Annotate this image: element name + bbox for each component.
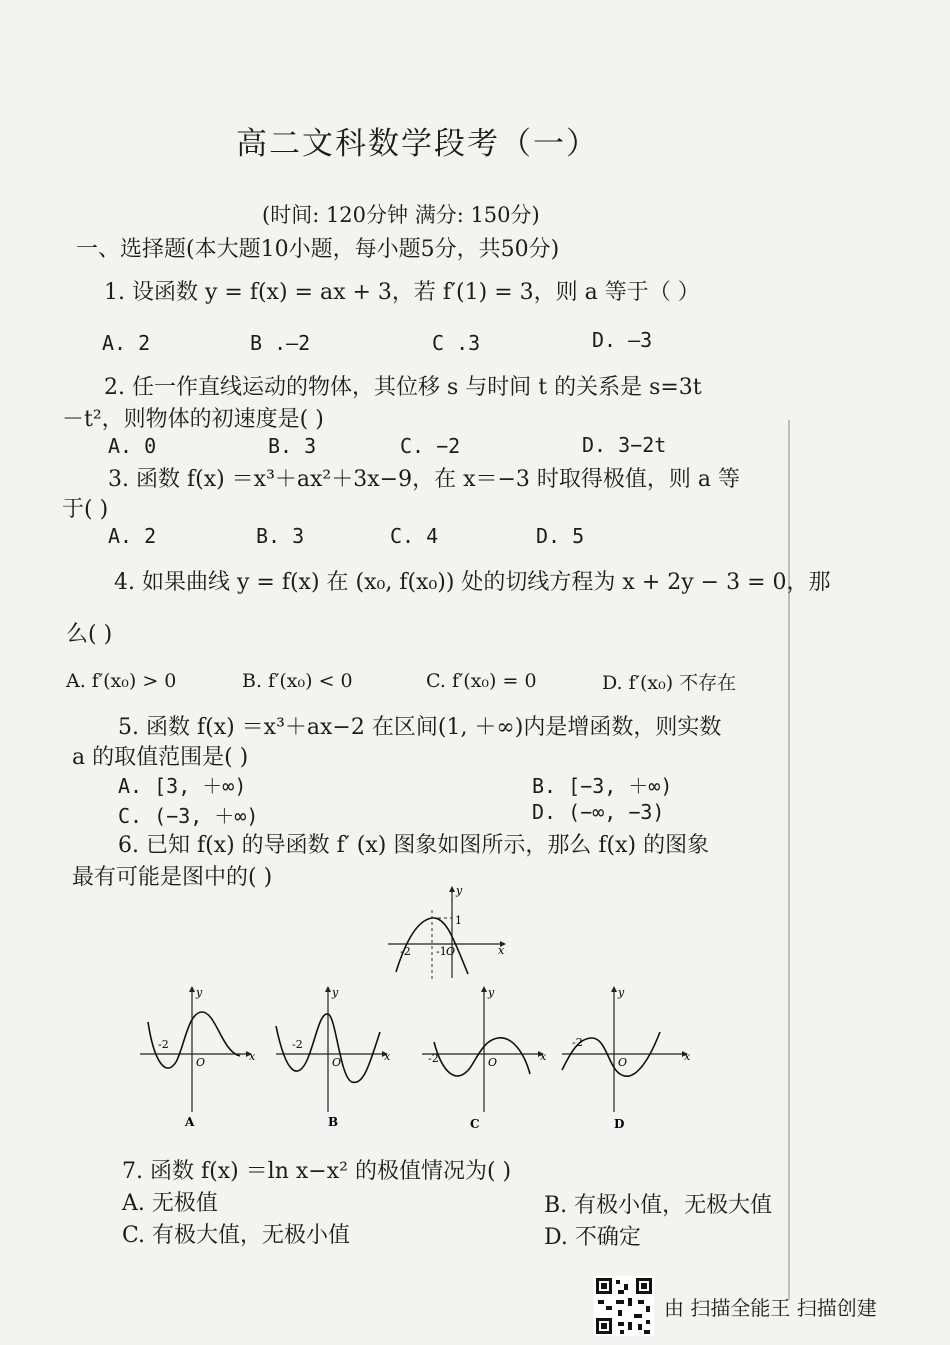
label-one: 1 (455, 914, 462, 927)
svg-text:-2: -2 (158, 1038, 169, 1051)
option-letter-c: C (470, 1117, 480, 1131)
q5-option-a: A. [3, ＋∞) (118, 774, 247, 798)
svg-text:y: y (488, 986, 495, 999)
q2-line2: －t²，则物体的初速度是( ) (62, 407, 324, 432)
q3-line2: 于( ) (62, 497, 109, 522)
q3-option-b: B. 3 (256, 524, 305, 548)
q3-option-c: C. 4 (390, 524, 439, 548)
q7-stem: 7. 函数 f(x) ＝ln x−x² 的极值情况为( ) (122, 1159, 512, 1184)
q4-option-c: C. f′(x₀) = 0 (426, 670, 537, 692)
q3-option-d: D. 5 (536, 524, 585, 548)
qr-code-icon (594, 1276, 654, 1336)
q1-option-b: B .—2 (250, 331, 311, 355)
svg-text:x: x (249, 1050, 256, 1063)
svg-text:x: x (684, 1050, 691, 1063)
q1-option-c: C .3 (432, 331, 481, 355)
q2-option-c: C. −2 (400, 434, 461, 458)
option-graph-a (130, 982, 260, 1132)
label-y: y (456, 884, 463, 897)
section-heading: 一、选择题(本大题10小题，每小题5分，共50分) (76, 237, 560, 262)
q4-option-b: B. f′(x₀) < 0 (242, 670, 353, 692)
q5-option-b: B. [−3, ＋∞) (532, 774, 673, 798)
q3-line1: 3. 函数 f(x) ＝x³＋ax²＋3x−9，在 x＝−3 时取得极值，则 a 等 (108, 467, 741, 492)
svg-text:y: y (618, 986, 625, 999)
q6-line2: 最有可能是图中的( ) (72, 865, 273, 890)
q2-option-d: D. 3−2t (582, 433, 667, 457)
q5-line2: a 的取值范围是( ) (72, 745, 249, 770)
option-graph-b (270, 982, 400, 1132)
q1-option-a: A. 2 (102, 331, 151, 355)
svg-text:O: O (196, 1056, 206, 1069)
q5-option-d: D. (−∞, −3) (532, 800, 665, 824)
q6-line1: 6. 已知 f(x) 的导函数 f′ (x) 图象如图所示，那么 f(x) 的图象 (118, 833, 710, 858)
q4-line2: 么( ) (66, 622, 113, 647)
derivative-graph-figure (388, 880, 518, 980)
svg-text:y: y (196, 986, 203, 999)
svg-text:O: O (618, 1056, 628, 1069)
svg-text:-2: -2 (428, 1052, 439, 1065)
y-axis-arrow (449, 886, 455, 892)
curve-c (434, 1038, 530, 1076)
svg-text:-2: -2 (572, 1036, 583, 1049)
option-letter-d: D (614, 1117, 625, 1131)
q5-line1: 5. 函数 f(x) ＝x³＋ax−2 在区间(1, ＋∞)内是增函数，则实数 (118, 715, 722, 740)
svg-text:O: O (488, 1056, 498, 1069)
q3-option-a: A. 2 (108, 524, 157, 548)
option-graph-d (556, 982, 696, 1132)
q2-option-b: B. 3 (268, 434, 317, 458)
exam-title: 高二文科数学段考（一） (236, 126, 599, 162)
q2-option-a: A. 0 (108, 434, 157, 458)
q7-option-a: A. 无极值 (122, 1191, 218, 1216)
q5-option-c: C. (−3, ＋∞) (118, 804, 259, 828)
q2-line1: 2. 任一作直线运动的物体，其位移 s 与时间 t 的关系是 s=3t (104, 375, 702, 400)
scanner-watermark: 由 扫描全能王 扫描创建 (664, 1296, 877, 1320)
option-graph-c (412, 982, 552, 1132)
q4-line1: 4. 如果曲线 y = f(x) 在 (x₀, f(x₀)) 处的切线方程为 x + 2y − 3 = 0，那 (114, 570, 831, 595)
q1-option-d: D. —3 (592, 328, 653, 352)
svg-text:-2: -2 (292, 1038, 303, 1051)
svg-text:x: x (540, 1050, 547, 1063)
svg-text:O: O (332, 1056, 342, 1069)
q7-option-b: B. 有极小值，无极大值 (544, 1193, 773, 1218)
q4-option-a: A. f′(x₀) > 0 (66, 670, 177, 692)
label-minus-two: -2 (400, 945, 411, 958)
exam-meta: (时间: 120分钟 满分: 150分) (262, 203, 540, 227)
option-letter-a: A (185, 1115, 195, 1129)
option-letter-b: B (328, 1115, 339, 1129)
q4-option-d: D. f′(x₀) 不存在 (602, 672, 737, 694)
q1-stem: 1. 设函数 y = f(x) = ax + 3，若 f′(1) = 3，则 a 等于（ ） (104, 280, 700, 305)
svg-text:y: y (332, 986, 339, 999)
label-x: x (498, 944, 505, 957)
q7-option-d: D. 不确定 (544, 1225, 641, 1250)
label-minus-one: -1 (436, 945, 447, 958)
page-edge-line (788, 420, 790, 1300)
label-origin: O (446, 945, 456, 958)
svg-text:x: x (384, 1050, 391, 1063)
q7-option-c: C. 有极大值，无极小值 (122, 1223, 351, 1248)
